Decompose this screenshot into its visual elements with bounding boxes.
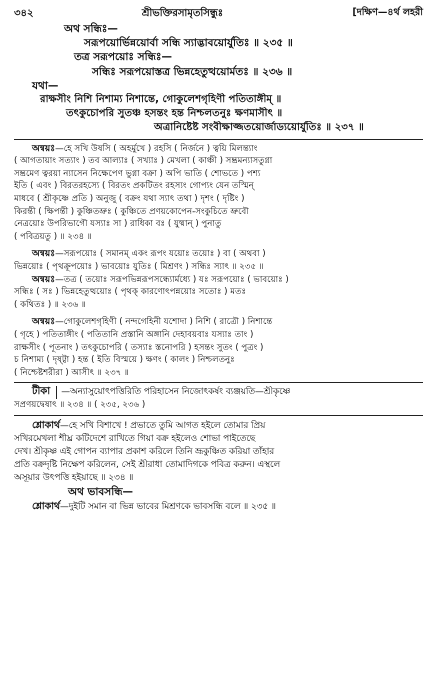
slokartha-label: শ্লোকার্থ bbox=[32, 500, 60, 512]
anvaya-line: ( আগতায়াং সত্যাং ) তব আল্যাঃ ( সখ্যাঃ ) মেখলা ( কাঞ্চী ) সম্ভ্রমন্যাসতুগ্না bbox=[14, 156, 273, 167]
anvaya-line: ( পবিত্রয়তু ) ॥ ২৩৪ ॥ bbox=[14, 231, 92, 242]
anvaya-line: রাক্ষসীং ( পূতনাং ) তৎকুচোপরি ( তস্যাঃ স্তনোপরি ) হসন্তং সুতং ( পুত্রং ) bbox=[14, 342, 264, 353]
divider bbox=[14, 382, 423, 383]
tika-label: টীকা bbox=[14, 386, 57, 399]
slokartha-234 bbox=[14, 419, 423, 485]
anvaya-label: অন্বয়ঃ bbox=[32, 142, 56, 154]
slokartha-line: দেখ। শ্রীকৃষ্ণ এই গোপন ব্যাপার প্রকাশ করিলে তিনি ভ্রূকুঞ্চিত করিয়া তাঁহার bbox=[14, 446, 275, 457]
slokartha-line: শ্লোকার্থ—হে সখি বিশাখে ! প্রভাতে তুমি আগত হইলে তোমার প্রিয় bbox=[32, 419, 266, 431]
anvaya-line: অন্বয়ঃ—সরূপয়োঃ ( সমানম্ একং রূপং যয়োঃ তয়োঃ ) বা ( অথবা ) bbox=[32, 248, 266, 260]
anvaya-236 bbox=[14, 274, 423, 312]
anvaya-line: ভিন্নয়োঃ ( পৃথক্রূপয়োঃ ) ভাবয়োঃ যুতিঃ ( মিশ্রণং ) সন্ধিঃ স্যাৎ ॥ ২৩৫ ॥ bbox=[14, 261, 264, 272]
anvaya-237 bbox=[14, 316, 423, 379]
anvaya-line: ( কথিতঃ ) ॥ ২৩৬ ॥ bbox=[14, 299, 86, 310]
slokartha-line: প্রতি বক্রদৃষ্টি নিক্ষেপ করিলেন, সেই শ্রীরাধা তোমাদিগকে পবিত্র করুন। এস্থলে bbox=[14, 459, 281, 470]
anvaya-line: ( নিশ্চেষ্টশরীরা ) আসীৎ ॥ ২৩৭ ॥ bbox=[14, 367, 129, 378]
anvaya-label: অন্বয়ঃ bbox=[32, 273, 56, 285]
tika-line: সপ্রণয়দ্বেষাৎ ॥ ২৩৪ ॥ ( ২৩৫, ২৩৬ ) bbox=[14, 399, 146, 410]
slokartha-235: শ্লোকার্থ—দুইটি সমান বা ভিন্ন ভাবের মিশ্রণকে ভাবসন্ধি বলে ॥ ২৩৫ ॥ bbox=[32, 500, 276, 512]
anvaya-line: অন্বয়ঃ—গোকুলেশগৃহিণী ( নন্দগেহিনী যশোদা ) নিশি ( রাত্রৌ ) নিশান্তে bbox=[32, 316, 273, 328]
anvaya-line: চ নিশাম্য ( দৃষ্ট্বা ) হন্ত ( ইতি বিস্ময়ে ) ক্ষণং ( কালং ) নিশ্চলতনুঃ bbox=[14, 355, 235, 366]
divider bbox=[14, 139, 423, 140]
sanskrit-block bbox=[14, 22, 423, 136]
slokartha-label: শ্লোকার্থ bbox=[32, 419, 60, 431]
anvaya-line: সম্ভ্রমেণ ত্বরয়া ন্যাসেন নিক্ষেপেণ ভুগ্না বক্রা ) অপি ভাতি ( শোভতে ) পশ্য bbox=[14, 168, 261, 179]
anvaya-235 bbox=[14, 248, 423, 273]
anvaya-line: নেত্রয়োঃ উপরিভাগৌ যস্যাঃ সা ) রাধিকা বঃ ( যুষ্মান্ ) পুনাতু bbox=[14, 219, 222, 230]
anvaya-line: ( গৃহে ) পতিতাঙ্গীং ( পতিতানি প্রস্তানি অঙ্গানি দেহাবয়বাঃ যস্যাঃ তাং ) bbox=[14, 329, 254, 340]
heading-sandhi: অথ সন্ধিঃ— bbox=[64, 23, 118, 35]
anvaya-line: অন্বয়ঃ—তত্র ( তয়োঃ সরূপভিন্নরূপসন্ধ্যোর্মধ্যে ) যঃ সরূপয়োঃ ( ভাবয়োঃ ) bbox=[32, 273, 289, 285]
sarupa-sandhi-line: সন্ধিঃ সরূপয়োস্তত্র ভিন্নহেতুত্থয়োর্মতঃ ॥ ২৩৬ ॥ bbox=[92, 65, 293, 78]
tika-block bbox=[14, 386, 423, 399]
book-title: শ্রীভক্তিরসামৃতসিন্ধুঃ bbox=[141, 8, 224, 19]
slokartha-line: সখিরমেখলা শীঘ্র কটিদেশে রাখিতে গিয়া বক্র হইলেও শোভা পাইতেছে bbox=[14, 433, 256, 444]
verse-line-2: তৎকুচোপরি সুতঞ্চ হসন্তং হন্ত নিশ্চলতনুঃ ক্ষণমাসীৎ ॥ bbox=[66, 108, 283, 120]
anvaya-234 bbox=[14, 143, 423, 244]
yatha-label: যথা— bbox=[32, 79, 59, 92]
bhava-sandhi-heading: অথ ভাবসন্ধি— bbox=[68, 485, 134, 498]
page-header bbox=[14, 6, 423, 22]
section-label: [দক্ষিণ—৪র্থ লহরী bbox=[352, 7, 423, 18]
slokartha-line: অসূয়ার উৎপত্তি হইয়াছে ॥ ২৩৪ ॥ bbox=[14, 472, 134, 483]
divider bbox=[14, 415, 423, 416]
verse-line-1: রাক্ষসীং নিশি নিশাম্য নিশান্তে, গোকুলেশগৃহিণী পতিতাঙ্গীম্ ॥ bbox=[40, 94, 282, 106]
anvaya-label: অন্বয়ঃ bbox=[32, 248, 56, 260]
tatra-heading: তত্র সরূপয়োঃ সন্ধিঃ— bbox=[74, 51, 173, 64]
anvaya-line: মাধবে ( শ্রীকৃষ্ণে প্রতি ) অনুজু ( বক্রং যথা স্যাৎ তথা ) দৃশং ( দৃষ্টিং ) bbox=[14, 194, 245, 204]
anvaya-line: কিরন্তী ( ক্ষিপন্তী ) কুঞ্চিতভ্রুঃ ( কুঞ্চিতে প্রণয়কোপেন-সংকুচিতে ভ্রুবৌ bbox=[14, 206, 249, 217]
anvaya-label: অন্বয়ঃ bbox=[32, 316, 56, 328]
anvaya-line: ইতি ( এবং ) বিরতরহস্যে ( বিরতং প্রকটিতং রহস্যং গোপ্যং যেন তস্মিন্ bbox=[14, 181, 254, 192]
anvaya-line: অন্বয়ঃ—হে সখি উষসি ( অহর্মুখে ) রহসি ( নির্জনে ) ত্বয়ি মিলন্ত্যাং bbox=[32, 142, 258, 154]
verse-line-3: অত্রানিষ্টেষ্ট সংবীক্ষাজ্জতয়োর্জাড্যয়োর্যুতিঃ ॥ ২৩৭ ॥ bbox=[154, 122, 364, 134]
page-number: ৩৪২ bbox=[14, 8, 34, 19]
sandhi-definition: সরূপয়োর্ভিন্নয়োর্বা সন্ধি স্যাদ্ভাবয়োর্যুতিঃ ॥ ২৩৫ ॥ bbox=[84, 37, 293, 50]
anvaya-line: সন্ধিঃ ( সঃ ) ভিন্নহেতুত্থয়োঃ ( পৃথক্ কারণোৎপন্নয়োঃ সতোঃ ) মতঃ bbox=[14, 287, 247, 298]
tika-line: —অন্যাসুয়োৎপত্তিরিতি পরিহাসেন নিজোৎকর্ষং ব্যঞ্জয়তি—শ্রীকৃষ্ণে bbox=[61, 387, 291, 398]
